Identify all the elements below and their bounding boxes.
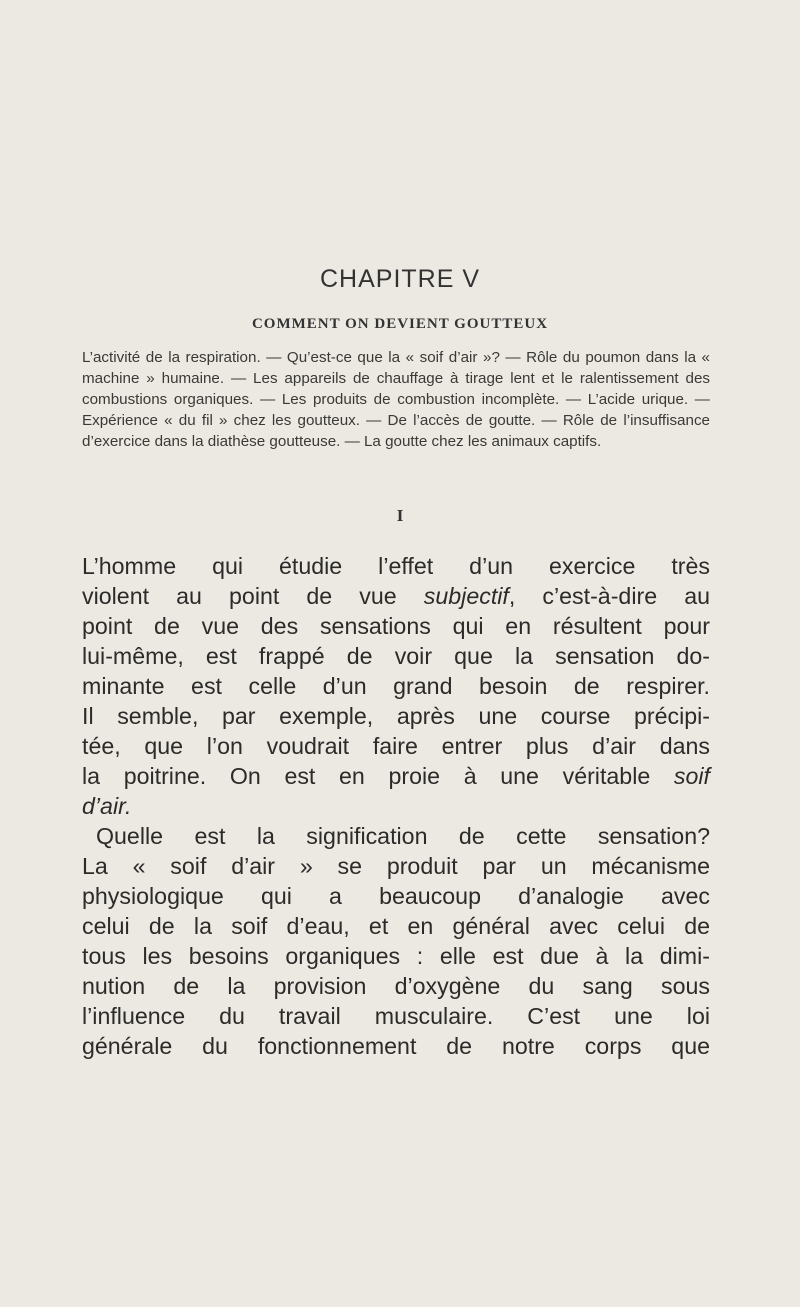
text-line: tous les besoins organiques : elle est due à la dimi- [82, 943, 710, 969]
chapter-summary: L’activité de la respiration. — Qu’est-ce que la « soif d’air »? — Rôle du poumon dans la « machine » humaine. — Les appareils de chauffage à tirage lent et le ralentissement des combustions organiques. — Les produits de combustion incomplète. — L’acide urique. — Expérience « du fil » chez les goutteux. — De l’accès de goutte. — Rôle de l’insuffisance d’exercice dans la diathèse goutteuse. — La goutte chez les animaux captifs. [82, 349, 710, 450]
text-line: nution de la provision d’oxygène du sang sous [82, 973, 710, 999]
section-number: I [396, 506, 404, 525]
text-line [82, 791, 710, 821]
italic-term: soif [673, 763, 710, 789]
paragraph-1 [82, 551, 710, 821]
text-line [82, 761, 710, 791]
text-line: Quelle est la signification de cette sensation? [96, 823, 710, 849]
text-line: l’influence du travail musculaire. C’est une loi [82, 1003, 710, 1029]
paragraph-2 [82, 821, 710, 1061]
text-line: point de vue des sensations qui en résultent pour [82, 613, 710, 639]
chapter-heading: CHAPITRE V [319, 265, 481, 293]
text-line: minante est celle d’un grand besoin de respirer. [82, 673, 710, 699]
text-line: L’homme qui étudie l’effet d’un exercice très [82, 553, 710, 579]
text-segment: violent au point de vue [82, 583, 424, 609]
chapter-title: COMMENT ON DEVIENT GOUTTEUX [251, 316, 549, 332]
text-line: Il semble, par exemple, après une course précipi- [82, 703, 710, 729]
text-line: lui-même, est frappé de voir que la sensation do- [82, 643, 710, 669]
text-line: La « soif d’air » se produit par un mécanisme [82, 853, 710, 879]
text-line: générale du fonctionnement de notre corps que [82, 1033, 710, 1059]
body-text [82, 551, 710, 1061]
text-segment: la poitrine. On est en proie à une véritable [82, 763, 674, 789]
text-line: tée, que l’on voudrait faire entrer plus d’air dans [82, 733, 710, 759]
text-line [82, 581, 710, 611]
text-segment: , c’est-à-dire au [508, 583, 710, 609]
text-line: celui de la soif d’eau, et en général avec celui de [82, 913, 710, 939]
text-line: physiologique qui a beaucoup d’analogie avec [82, 883, 710, 909]
italic-term: d’air. [82, 793, 132, 819]
italic-term: subjectif [423, 583, 509, 609]
